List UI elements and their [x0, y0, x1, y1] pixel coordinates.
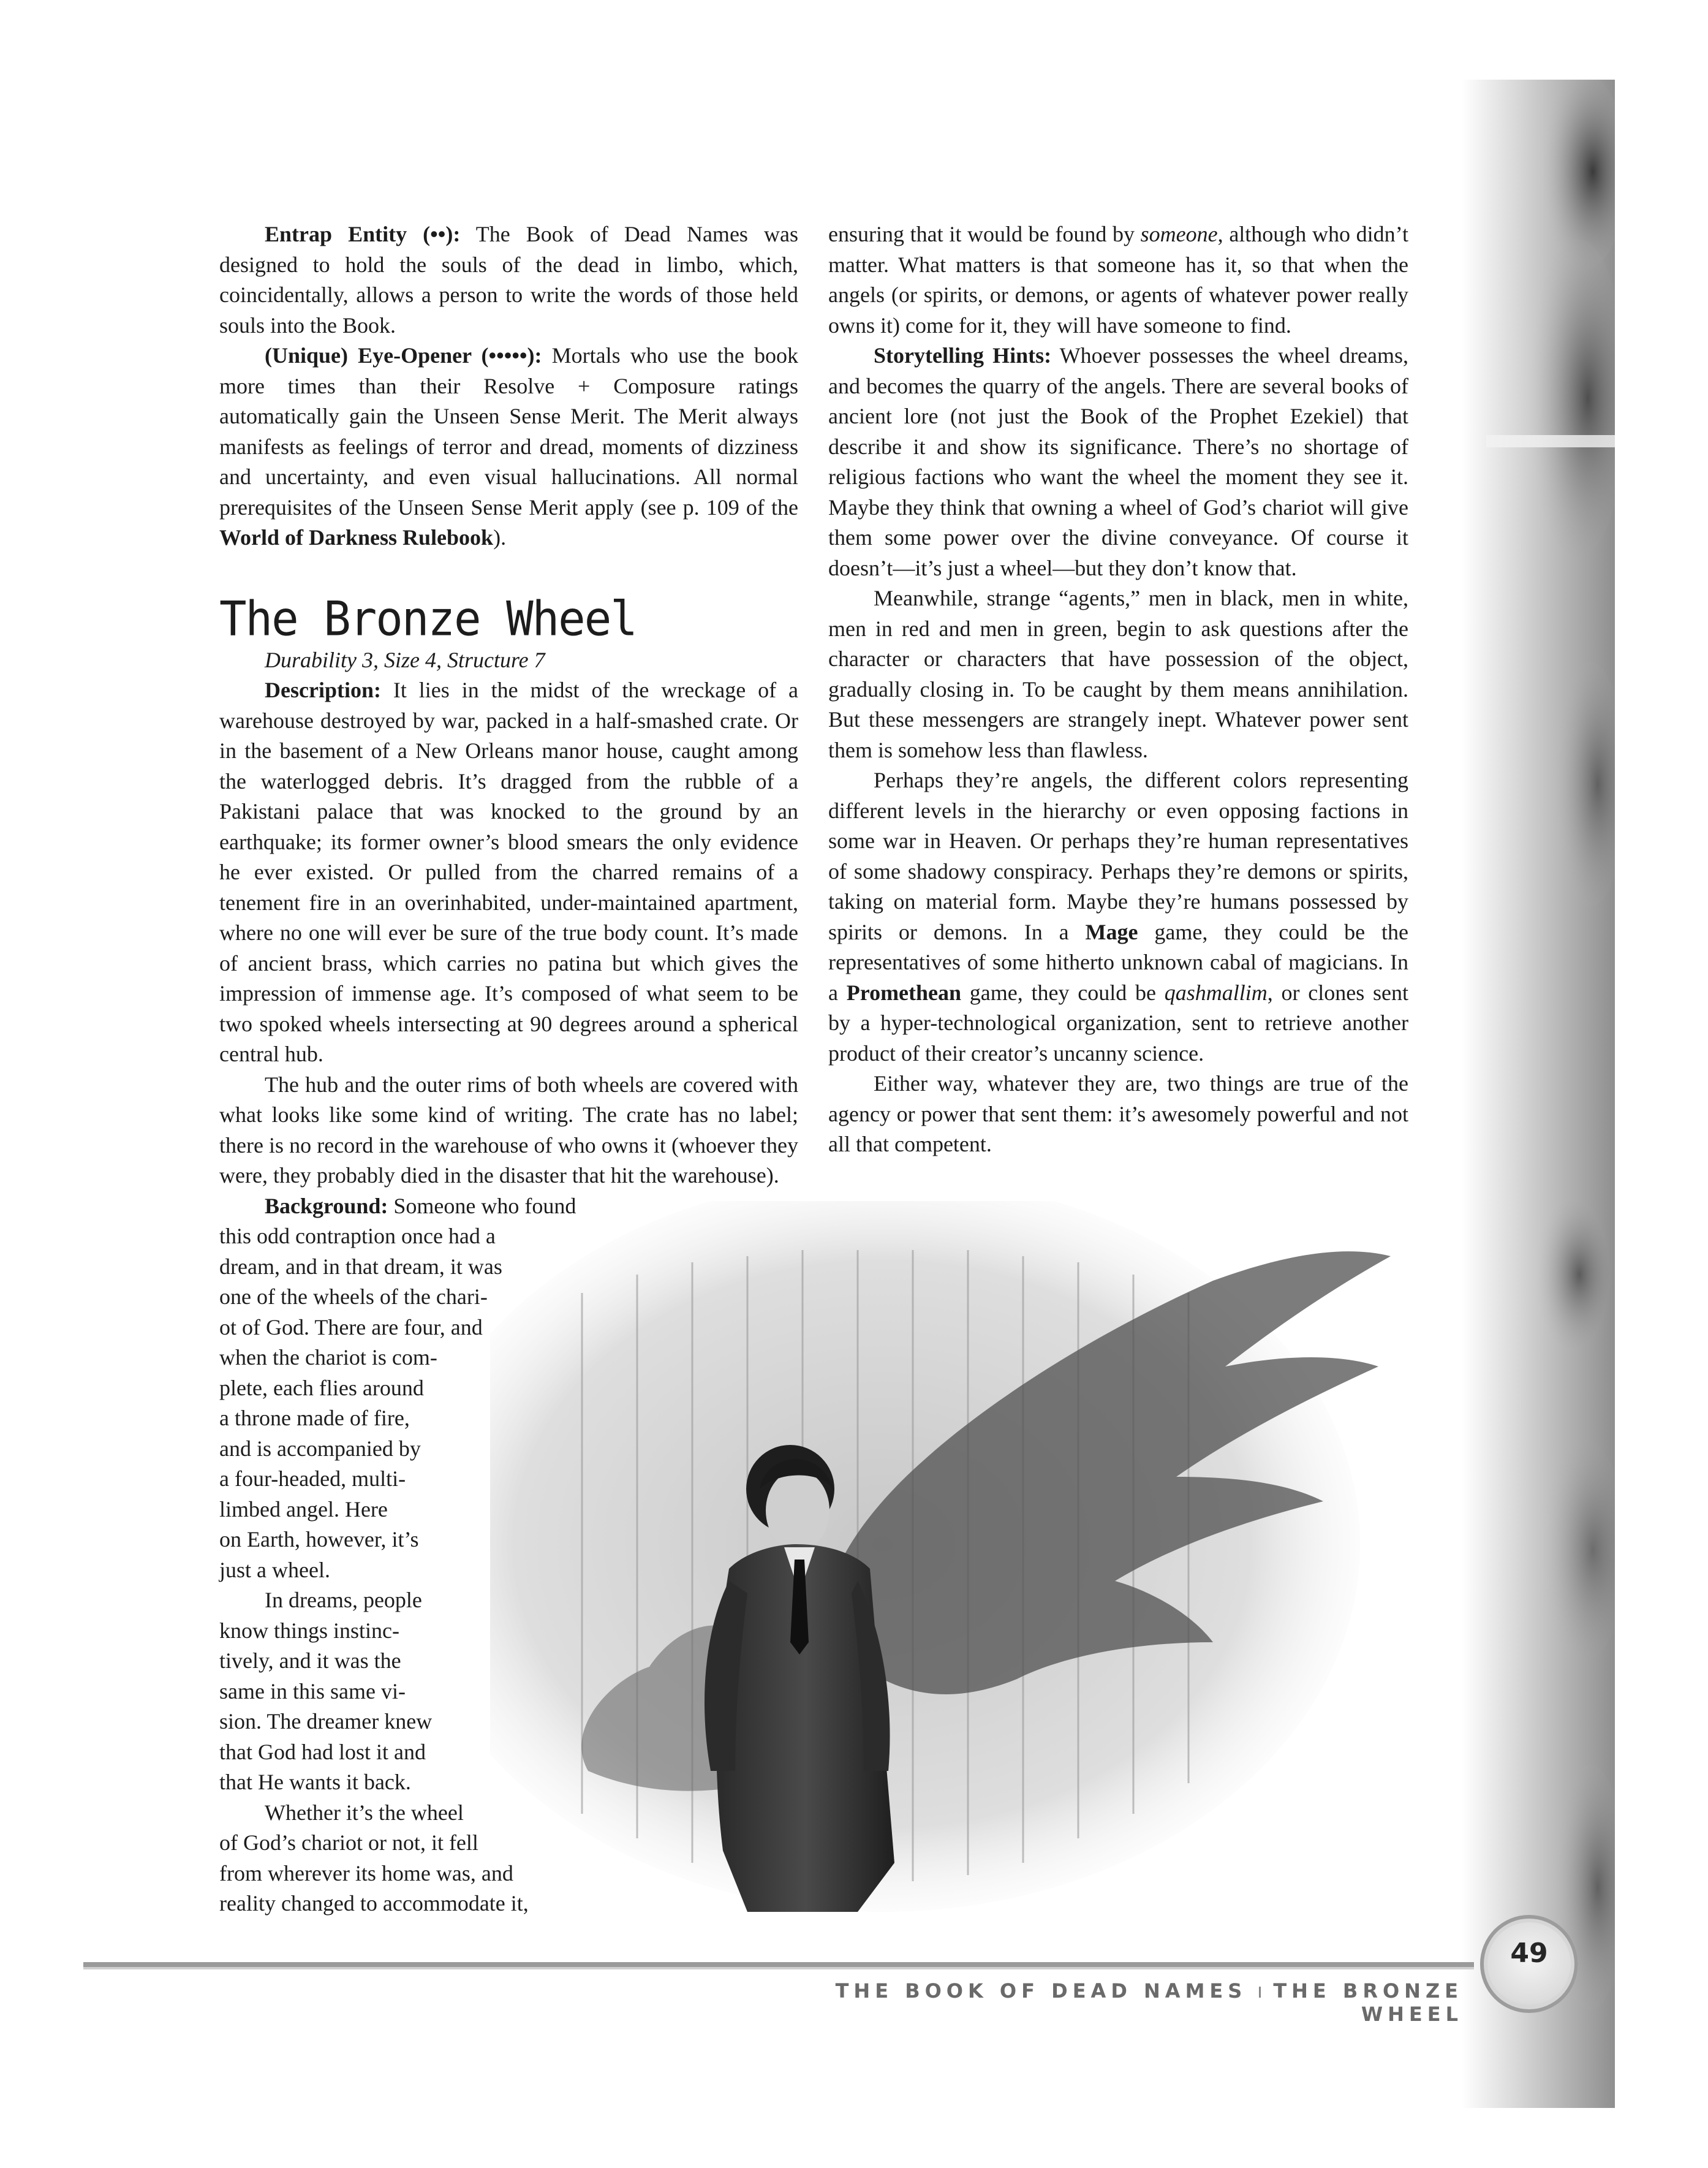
mage-reference: Mage	[1085, 919, 1138, 944]
dream-line: that He wants it back.	[219, 1770, 411, 1794]
background-line: a throne made of fire,	[219, 1406, 410, 1430]
continuation-text-end: , although who didn’t matter. What matters is that someone has it, so that when the angels (or spirits, or demons, or agents of whatever power really owns it) come for it, they will have someone to find.	[828, 222, 1408, 338]
whether-line: Whether it’s the wheel	[265, 1800, 464, 1825]
whether-line: from wherever its home was, and	[219, 1860, 513, 1886]
storytelling-hints-text: Whoever possesses the wheel dreams, and becomes the quarry of the angels. There are several books of ancient lore (not just the Book of the Prophet Ezekiel) that describe it and show its significance. There’s no shortage of religious factions who want the wheel the moment they see it. Maybe they think that owning a wheel of God’s chariot will give them some power over the divine conveyance. Of course it doesn’t—it’s just a wheel—but they don’t know that.	[828, 343, 1408, 580]
background-line-0	[219, 1191, 798, 1222]
description-text: It lies in the midst of the wreckage of a warehouse destroyed by war, packed in a half-smashed crate. Or in the basement of a New Orleans manor house, caught among the waterlogged debris. It’s dragged from the rubble of a Pakistani palace that was knocked to the ground by an earthquake; its former owner’s blood smears the only evidence he ever existed. Or pulled from the charred remains of a tenement fire in an overinhabited, under-maintained apartment, where no one will ever be sure of the true body count. It’s made of ancient brass, which carries no patina but which gives the impression of immense age. It’s composed of what seem to be two spoked wheels intersecting at 90 degrees around a spherical central hub.	[219, 678, 798, 1066]
page-number: 49	[1510, 1938, 1548, 1969]
either-way-paragraph: Either way, whatever they are, two things are true of the agency or power that sent them: it’s awesomely powerful and not all that competent.	[828, 1071, 1408, 1156]
dream-line: know things instinc-	[219, 1618, 399, 1643]
background-line: dream, and in that dream, it was	[219, 1254, 502, 1279]
entrap-entity-text: The Book of Dead Names was designed to hold the souls of the dead in limbo, which, coincidentally, allows a person to write the words of those held souls into the Book.	[219, 222, 798, 338]
dream-line: tively, and it was the	[219, 1648, 401, 1673]
background-line-text: Someone who found	[388, 1193, 576, 1218]
background-line: a four-headed, multi-	[219, 1466, 406, 1491]
storytelling-hints-paragraph	[828, 341, 1408, 583]
background-line: just a wheel.	[219, 1557, 330, 1582]
eye-opener-paragraph	[219, 341, 798, 553]
footer-rule	[83, 1958, 1474, 1972]
hub-paragraph: The hub and the outer rims of both wheels are covered with what looks like some kind of writing. The crate has no label; there is no record in the warehouse of who owns it (whoever they were, they probably died in the disaster that hit the warehouse).	[219, 1072, 798, 1188]
description-paragraph	[219, 675, 798, 1070]
eye-opener-label: (Unique) Eye-Opener (•••••):	[265, 343, 542, 368]
perhaps-text: Perhaps they’re angels, the different colors representing different levels in the hierarchy or even opposing factions in some war in Heaven. Or perhaps they’re human representatives of some shadowy conspiracy. Perhaps they’re demons or spirits, taking on material form. Maybe they’re humans possessed by spirits or demons. In a	[828, 768, 1408, 944]
background-line: one of the wheels of the chari-	[219, 1284, 488, 1309]
background-line: ot of God. There are four, and	[219, 1314, 483, 1340]
footer-book-title: THE BOOK OF DEAD NAMES	[835, 1979, 1247, 2003]
continuation-paragraph	[828, 219, 1408, 341]
background-line: when the chariot is com-	[219, 1345, 437, 1370]
section-heading: The Bronze Wheel	[219, 591, 637, 646]
rulebook-reference: World of Darkness Rulebook	[219, 525, 494, 550]
background-label: Background:	[265, 1193, 388, 1218]
background-line: on Earth, however, it’s	[219, 1527, 419, 1552]
description-label: Description:	[265, 678, 381, 702]
perhaps-paragraph	[828, 765, 1408, 1069]
storytelling-hints-label: Storytelling Hints:	[874, 343, 1052, 368]
right-column	[828, 219, 1408, 1160]
left-column	[219, 219, 798, 1919]
dream-line: same in this same vi-	[219, 1678, 406, 1704]
whether-line: reality changed to accommodate it,	[219, 1891, 529, 1916]
eye-opener-text-end: ).	[493, 525, 507, 550]
background-line: this odd contraption once had a	[219, 1224, 496, 1248]
edge-artwork	[1462, 80, 1615, 2108]
perhaps-text-3: game, they could be	[961, 980, 1165, 1005]
background-line: limbed angel. Here	[219, 1496, 388, 1522]
perhaps-text-4: , or clones sent by a hyper-technological organization, sent to retrieve another product of their creator’s uncanny science.	[828, 980, 1408, 1066]
background-section	[219, 1191, 798, 1919]
promethean-reference: Promethean	[846, 980, 962, 1005]
entrap-entity-paragraph	[219, 219, 798, 341]
footer-chapter-title: THE BRONZE WHEEL	[1273, 1979, 1463, 2026]
item-stats: Durability 3, Size 4, Structure 7	[265, 647, 545, 672]
background-line: plete, each flies around	[219, 1375, 424, 1400]
emphasis-someone: someone	[1140, 222, 1218, 246]
whether-line: of God’s chariot or not, it fell	[219, 1830, 478, 1855]
running-footer	[728, 1979, 1463, 2026]
emphasis-qashmallim: qashmallim	[1164, 980, 1268, 1005]
dream-line: sion. The dreamer knew	[219, 1709, 433, 1734]
continuation-text: ensuring that it would be found by	[828, 222, 1141, 246]
meanwhile-paragraph: Meanwhile, strange “agents,” men in black, men in white, men in red and men in green, begin to ask questions after the character or characters that have possession of the object, gradually closing in. To be caught by them means annihilation. But these messengers are strangely inept. Whatever power sent them is somehow less than flawless.	[828, 586, 1408, 762]
entrap-entity-label: Entrap Entity (••):	[265, 222, 461, 246]
footer-separator	[1259, 1987, 1261, 1998]
background-line: and is accompanied by	[219, 1436, 421, 1461]
dream-line: In dreams, people	[265, 1588, 422, 1612]
perhaps-text-2: game, they could be the representatives of some hitherto unknown cabal of magicians. In a	[828, 919, 1408, 1005]
eye-opener-text: Mortals who use the book more times than their Resolve + Composure ratings automatically gain the Unseen Sense Merit. The Merit always manifests as feelings of terror and dread, moments of dizziness and uncertainty, and even visual hallucinations. All normal prerequisites of the Unseen Sense Merit apply (see p. 109 of the	[219, 343, 799, 520]
dream-line: that God had lost it and	[219, 1739, 426, 1764]
